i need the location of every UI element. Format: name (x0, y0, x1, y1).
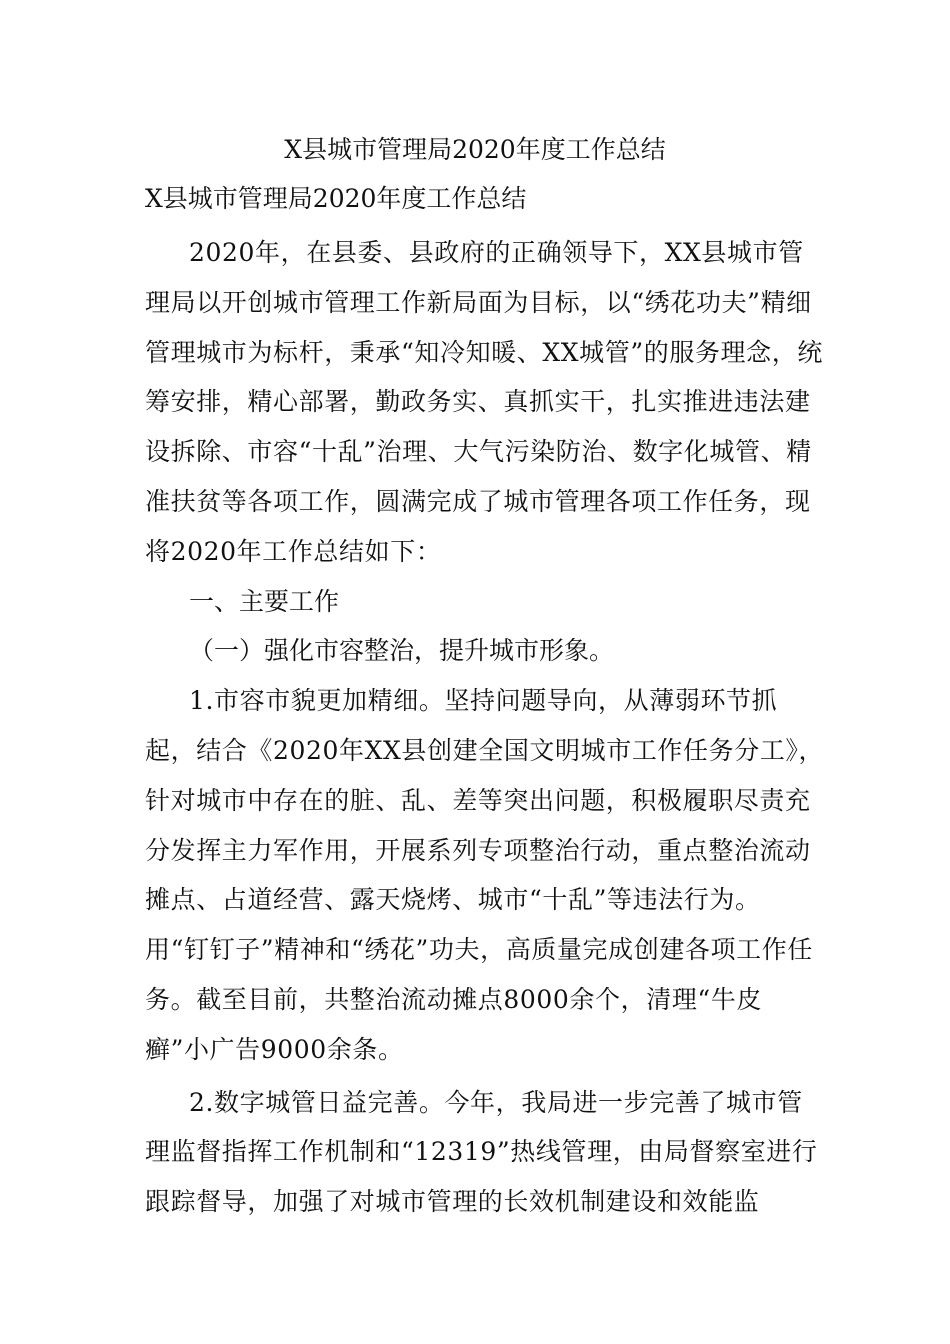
document-body (145, 228, 825, 1227)
item-paragraph-2: 2.数字城管日益完善。今年，我局进一步完善了城市管理监督指挥工作机制和“12319”热线管理，由局督察室进行跟踪督导，加强了对城市管理的长效机制建设和效能监 (145, 1087, 818, 1217)
subsection-heading: （一）强化市容整治，提升城市形象。 (189, 636, 615, 666)
section-heading: 一、主要工作 (189, 586, 340, 616)
document-title: X县城市管理局2020年度工作总结 (284, 135, 666, 164)
intro-paragraph: 2020年，在县委、县政府的正确领导下，XX县城市管理局以开创城市管理工作新局面为目标，以“绣花功夫”精细管理城市为标杆，秉承“知冷知暖、XX城管”的服务理念，统筹安排，精心部署，勤政务实、真抓实干，扎实推进违法建设拆除、市容“十乱”治理、大气污染防治、数字化城管、精准扶贫等各项工作，圆满完成了城市管理各项工作任务，现将2020年工作总结如下： (145, 238, 823, 566)
item-paragraph-1: 1.市容市貌更加精细。坚持问题导向，从薄弱环节抓起，结合《2020年XX县创建全国文明城市工作任务分工》，针对城市中存在的脏、乱、差等突出问题，积极履职尽责充分发挥主力军作用，开展系列专项整治行动，重点整治流动摊点、占道经营、露天烧烤、城市“十乱”等违法行为。用“钉钉子”精神和“绣花”功夫，高质量完成创建各项工作任务。截至目前，共整治流动摊点8000余个，清理“牛皮癣”小广告9000余条。 (145, 686, 825, 1064)
document-subtitle: X县城市管理局2020年度工作总结 (145, 184, 527, 213)
